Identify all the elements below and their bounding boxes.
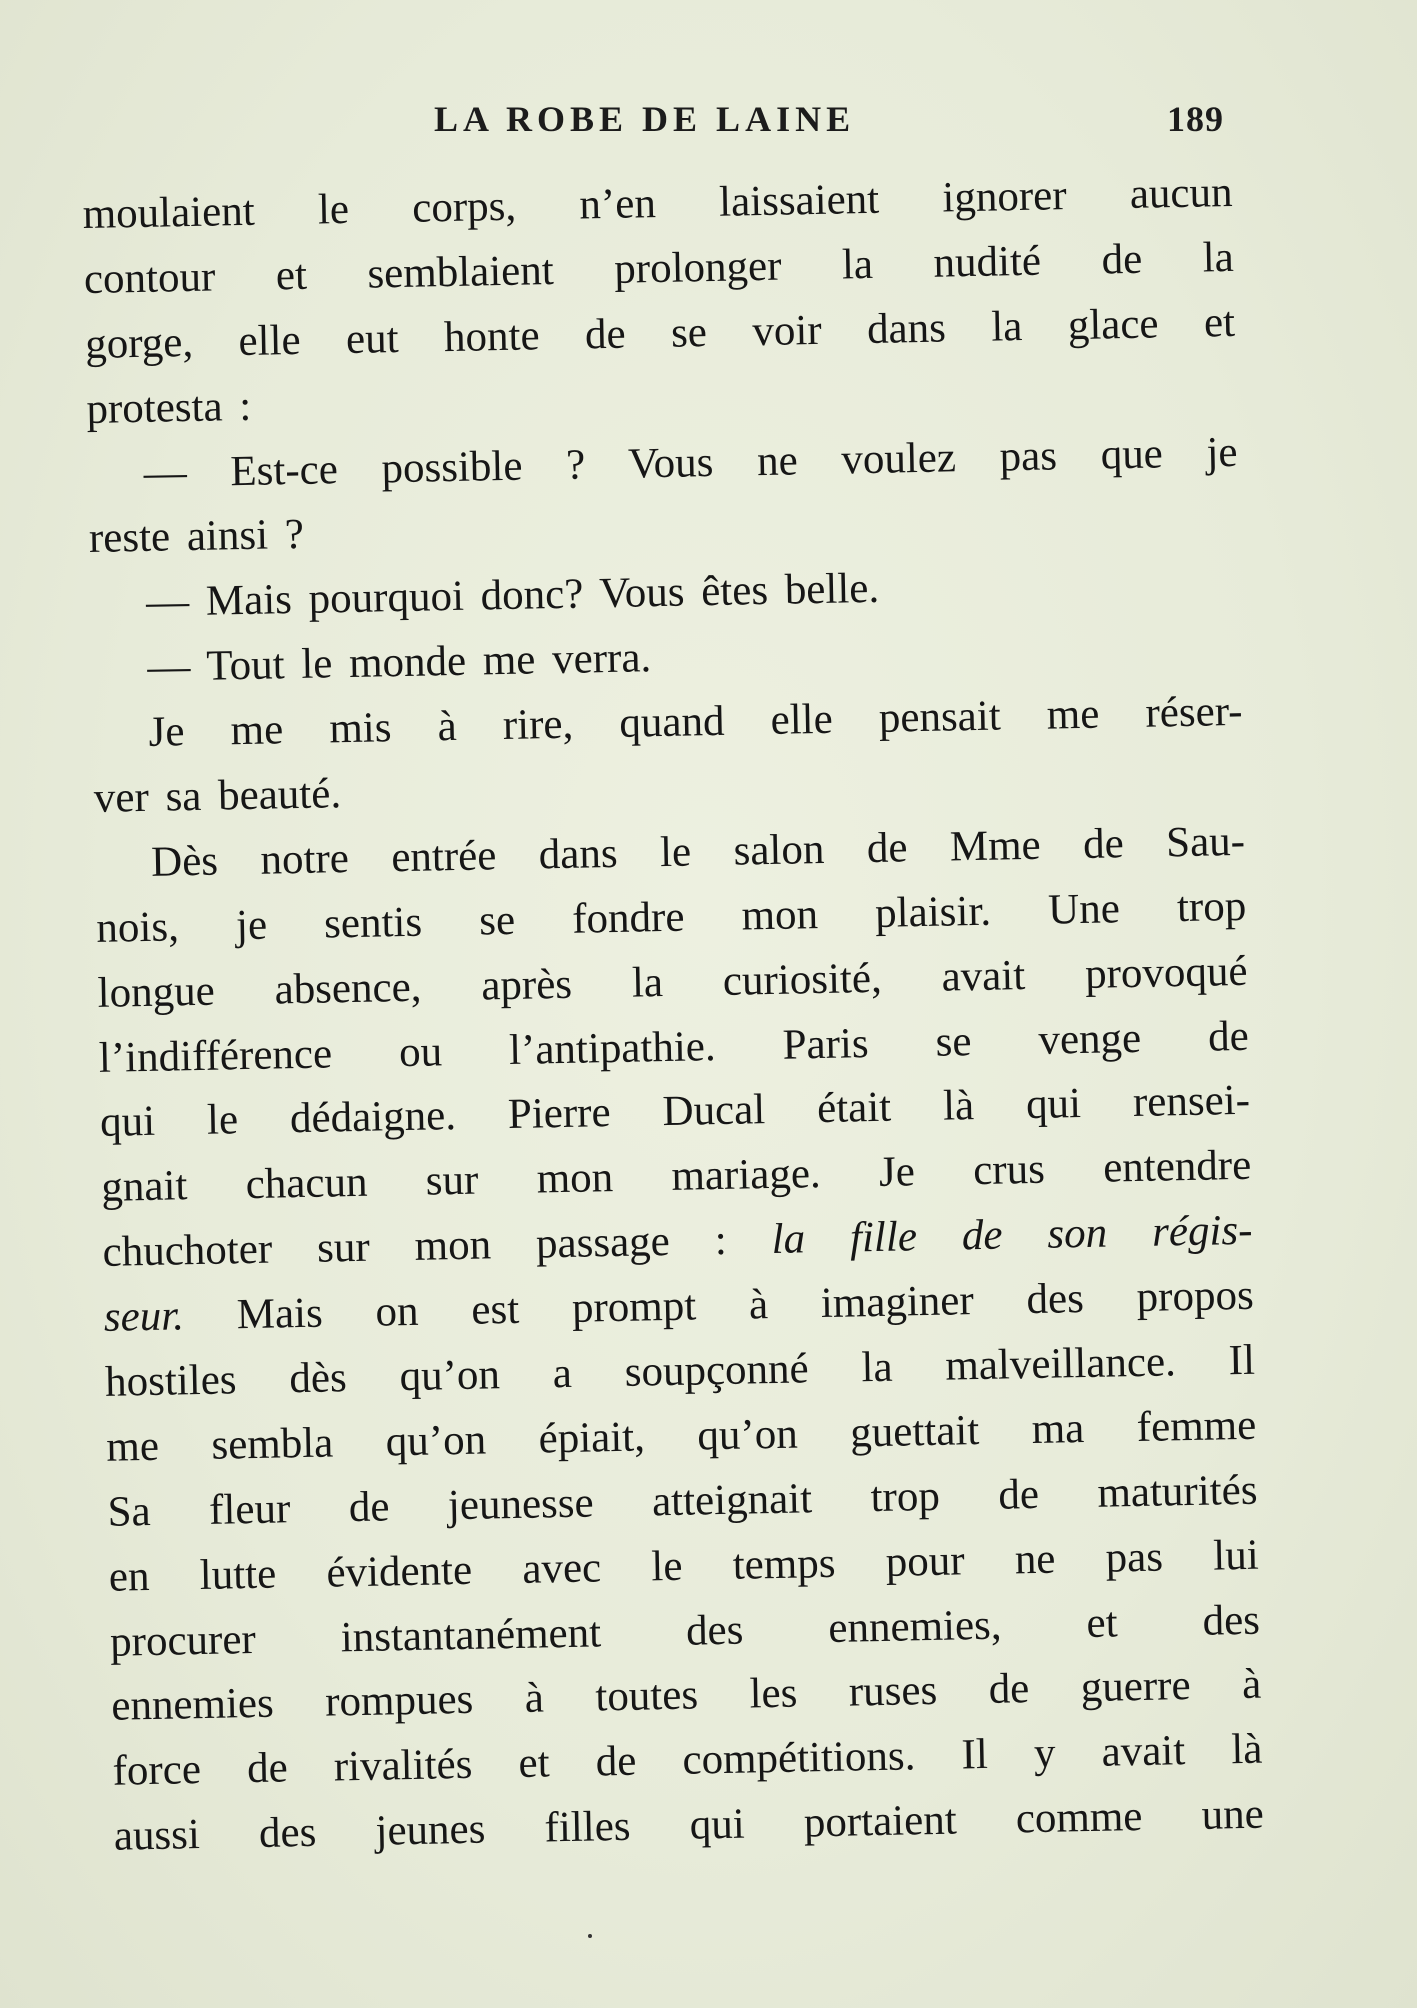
- roman-text: moulaient le corps, n’en laissaient ignorer aucun: [82, 168, 1233, 239]
- print-speck: [588, 1934, 592, 1938]
- roman-text: procurer instantanément des ennemies, et des: [109, 1596, 1261, 1666]
- page-number: 189: [1167, 99, 1224, 139]
- roman-text: qui le dédaigne. Pierre Ducal était là qui rensei-: [99, 1077, 1251, 1147]
- roman-text: aussi des jeunes filles qui portaient comme une: [113, 1790, 1265, 1860]
- italic-text: la fille de son régis-: [771, 1207, 1253, 1264]
- roman-text: contour et semblaient prolonger la nudité de la: [83, 233, 1235, 303]
- roman-text: chuchoter sur mon passage :: [102, 1216, 773, 1277]
- running-title: LA ROBE DE LAINE: [434, 99, 856, 139]
- roman-text: ennemies rompues à toutes les ruses de guerre à: [110, 1661, 1262, 1731]
- roman-text: — Mais pourquoi donc? Vous êtes belle.: [145, 565, 880, 627]
- roman-text: Sa fleur de jeunesse atteignait trop de maturités: [107, 1466, 1258, 1536]
- roman-text: Dès notre entrée dans le salon de Mme de Sau-: [150, 817, 1246, 886]
- roman-text: force de rivalités et de compétitions. Il y avait là: [112, 1726, 1263, 1796]
- roman-text: gorge, elle eut honte de se voir dans la glace et: [84, 298, 1236, 368]
- roman-text: ver sa beauté.: [93, 770, 342, 822]
- roman-text: Je me mis à rire, quand elle pensait me réser-: [148, 687, 1243, 756]
- roman-text: nois, je sentis se fondre mon plaisir. Une trop: [95, 882, 1247, 952]
- roman-text: — Tout le monde me verra.: [146, 634, 652, 692]
- roman-text: l’indifférence ou l’antipathie. Paris se venge de: [98, 1012, 1250, 1082]
- roman-text: gnait chacun sur mon mariage. Je crus entendre: [100, 1142, 1252, 1212]
- roman-text: protesta :: [85, 382, 252, 433]
- body-text: [82, 161, 1264, 1870]
- roman-text: en lutte évidente avec le temps pour ne pas lui: [108, 1531, 1260, 1601]
- running-header: [112, 98, 1224, 148]
- roman-text: reste ainsi ?: [88, 511, 305, 563]
- roman-text: hostiles dès qu’on a soupçonné la malveillance. Il: [104, 1336, 1256, 1406]
- italic-text: seur.: [103, 1292, 185, 1341]
- roman-text: me sembla qu’on épiait, qu’on guettait ma femme: [105, 1401, 1257, 1471]
- roman-text: — Est-ce possible ? Vous ne voulez pas que je: [143, 428, 1238, 497]
- roman-text: Mais on est prompt à imaginer des propos: [183, 1271, 1255, 1340]
- roman-text: longue absence, après la curiosité, avait provoqué: [97, 947, 1248, 1017]
